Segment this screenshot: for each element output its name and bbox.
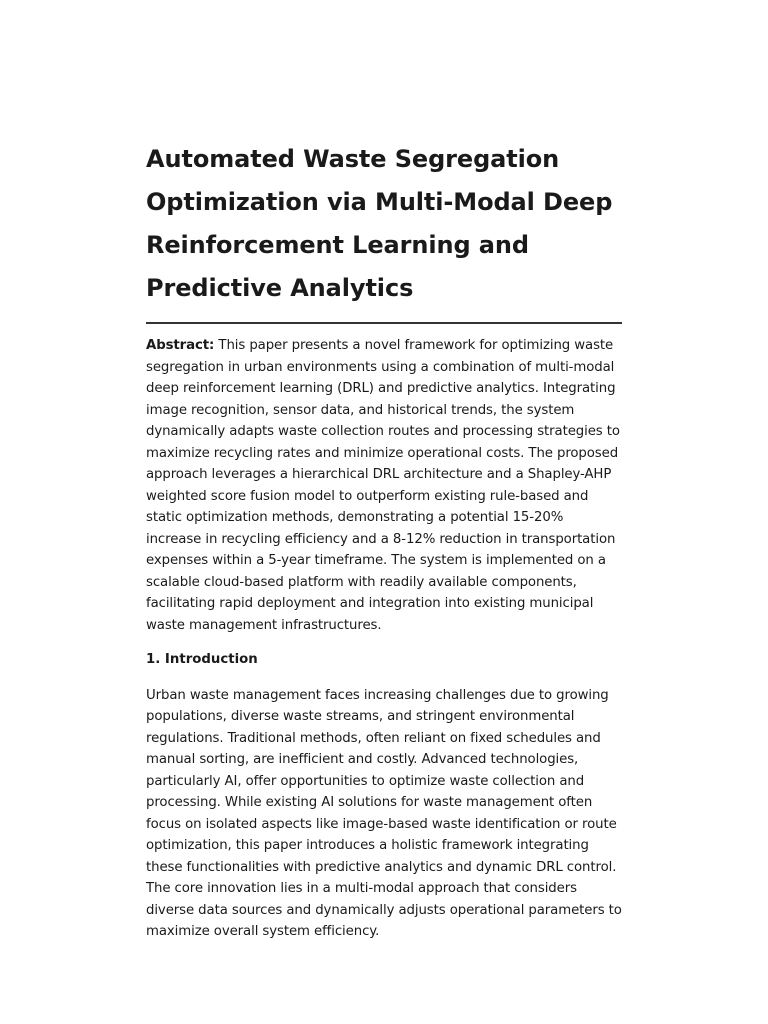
abstract-text: This paper presents a novel framework for optimizing waste segregation in urban environments using a combination of multi-modal deep reinforcement learning (DRL) and predictive analytics. Integrating image recognition, sensor data, and historical trends, the system dynamically adapts waste collection routes and processing strategies to maximize recycling rates and minimize operational costs. The proposed approach leverages a hierarchical DRL architecture and a Shapley-AHP weighted score fusion model to outperform existing rule-based and static optimization methods, demonstrating a potential 15-20% increase in recycling efficiency and a 8-12% reduction in transportation expenses within a 5-year timeframe. The system is implemented on a scalable cloud-based platform with readily available components, facilitating rapid deployment and integration into existing municipal waste management infrastructures. bbox=[146, 338, 620, 633]
title-divider bbox=[146, 322, 622, 324]
paper-title: Automated Waste Segregation Optimization via Multi-Modal Deep Reinforcement Learning and Predictive Analytics bbox=[146, 145, 613, 302]
introduction-paragraph: Urban waste management faces increasing challenges due to growing populations, diverse waste streams, and stringent environmental regulations. Traditional methods, often reliant on fixed schedules and manual sorting, are inefficient and costly. Advanced technologies, particularly AI, offer opportunities to optimize waste collection and processing. While existing AI solutions for waste management often focus on isolated aspects like image-based waste identification or route optimization, this paper introduces a holistic framework integrating these functionalities with predictive analytics and dynamic DRL control. The core innovation lies in a multi-modal approach that considers diverse data sources and dynamically adjusts operational parameters to maximize overall system efficiency. bbox=[146, 687, 622, 939]
abstract-label: Abstract: bbox=[146, 338, 215, 353]
abstract-paragraph bbox=[146, 335, 622, 636]
paper-page bbox=[146, 138, 622, 943]
section-heading-introduction: 1. Introduction bbox=[146, 652, 258, 667]
